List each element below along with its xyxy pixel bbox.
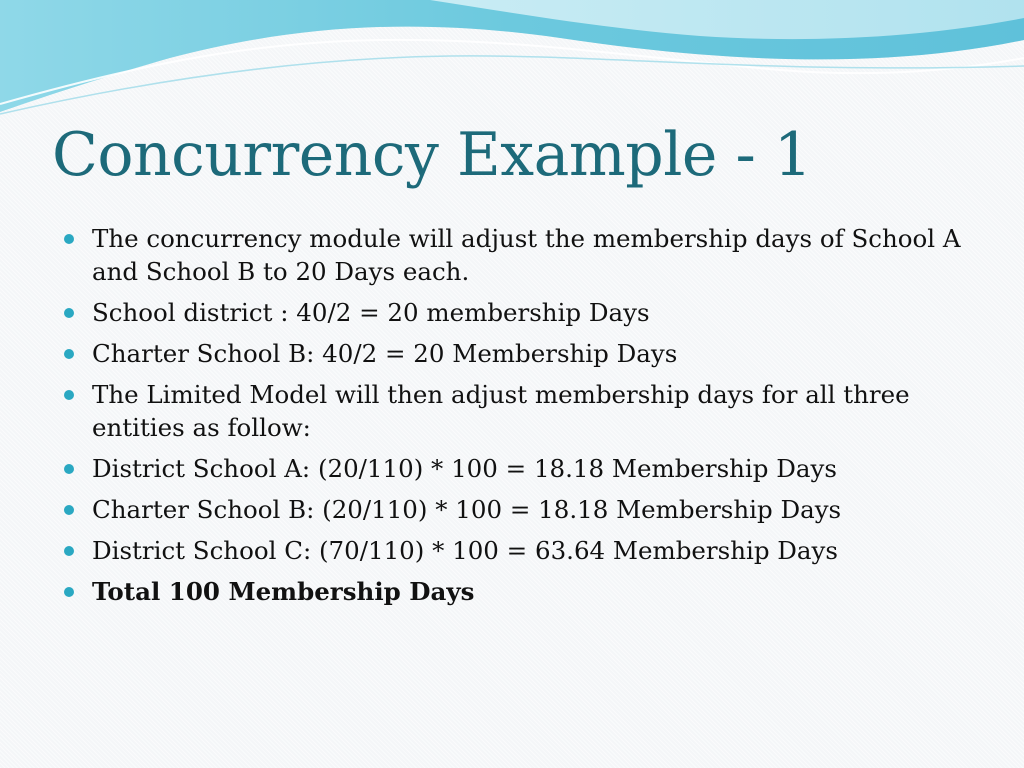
bullet-dot-icon bbox=[64, 587, 74, 597]
bullet-item bbox=[64, 493, 964, 526]
bullet-dot-icon bbox=[64, 349, 74, 359]
bullet-text: Total 100 Membership Days bbox=[92, 577, 475, 606]
bullet-dot-icon bbox=[64, 505, 74, 515]
bullet-item bbox=[64, 378, 964, 444]
bullet-item bbox=[64, 534, 964, 567]
bullet-text: Charter School B: (20/110) * 100 = 18.18 Membership Days bbox=[92, 495, 842, 524]
bullet-text: District School A: (20/110) * 100 = 18.18 Membership Days bbox=[92, 454, 837, 483]
slide-title: Concurrency Example - 1 bbox=[52, 120, 812, 190]
header-wave-decoration bbox=[0, 0, 1024, 120]
bullet-dot-icon bbox=[64, 546, 74, 556]
bullet-item bbox=[64, 452, 964, 485]
bullet-dot-icon bbox=[64, 390, 74, 400]
bullet-dot-icon bbox=[64, 464, 74, 474]
bullet-dot-icon bbox=[64, 234, 74, 244]
bullet-item bbox=[64, 296, 964, 329]
bullet-text: District School C: (70/110) * 100 = 63.64 Membership Days bbox=[92, 536, 838, 565]
bullet-list bbox=[64, 222, 964, 616]
bullet-text: School district : 40/2 = 20 membership Days bbox=[92, 298, 650, 327]
bullet-dot-icon bbox=[64, 308, 74, 318]
bullet-text: The concurrency module will adjust the membership days of School A and School B to 20 Days each. bbox=[92, 224, 961, 286]
bullet-item-total bbox=[64, 575, 964, 608]
bullet-item bbox=[64, 337, 964, 370]
bullet-item bbox=[64, 222, 964, 288]
bullet-text: The Limited Model will then adjust membership days for all three entities as follow: bbox=[92, 380, 910, 442]
bullet-text: Charter School B: 40/2 = 20 Membership Days bbox=[92, 339, 678, 368]
